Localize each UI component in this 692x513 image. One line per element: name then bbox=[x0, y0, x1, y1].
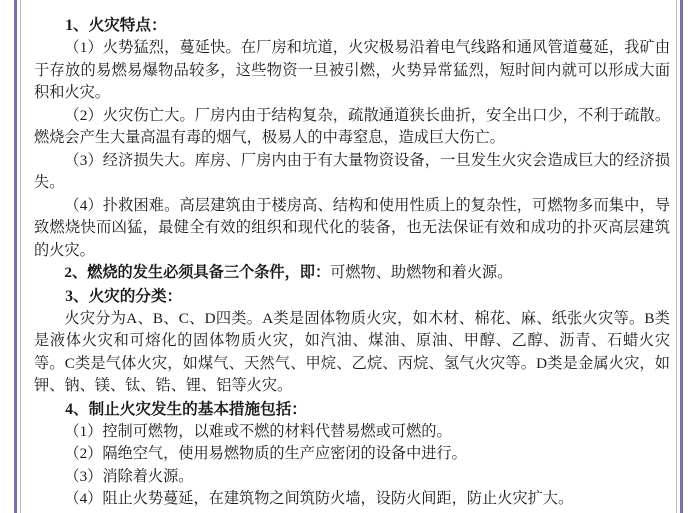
right-border-rule-thin bbox=[676, 0, 677, 513]
left-border-rule-thin bbox=[20, 0, 21, 513]
section-4-paragraph-3: （3）消除着火源。 bbox=[64, 467, 194, 485]
section-1-paragraph-4: （4）扑救困难。高层建筑由于楼房高、结构和使用性质上的复杂性，可燃物多而集中，导致燃烧快而凶猛，最健全有效的组织和现代化的装备，也无法保证有效和成功的扑灭高层建筑的火灾。 bbox=[34, 196, 670, 259]
right-border-rule bbox=[680, 0, 683, 513]
section-4-paragraph-2: （2）隔绝空气，使用易燃物质的生产应密闭的设备中进行。 bbox=[64, 445, 467, 463]
section-heading-2-line bbox=[34, 262, 670, 285]
section-heading-1: 1、火灾特点： bbox=[65, 17, 167, 34]
section-3-paragraph-1: 火灾分为A、B、C、D四类。A类是固体物质火灾，如木材、棉花、麻、纸张火灾等。B类是液体火灾和可熔化的固体物质火灾，如汽油、煤油、原油、甲醇、乙醇、沥青、石蜡火灾等。C类是气体火灾，如煤气、天然气、甲烷、乙烷、丙烷、氢气火灾等。D类是金属火灾，如钾、钠、镁、钛、锆、锂、铝等火灾。 bbox=[34, 309, 670, 395]
section-1-paragraph-2: （2）火灾伤亡大。厂房内由于结构复杂，疏散通道狭长曲折，安全出口少，不利于疏散。燃烧会产生大量高温有毒的烟气，极易人的中毒窒息，造成巨大伤亡。 bbox=[34, 106, 670, 147]
section-1-paragraph-1: （1）火势猛烈，蔓延快。在厂房和坑道，火灾极易沿着电气线路和通风管道蔓延，我矿由于存放的易燃易爆物品较多，这些物资一旦被引燃，火势异常猛烈，短时间内就可以形成大面积和火灾。 bbox=[34, 39, 670, 102]
section-4-paragraph-4: （4）阻止火势蔓延，在建筑物之间筑防火墙，设防火间距，防止火灾扩大。 bbox=[64, 490, 574, 508]
section-1-paragraph-3: （3）经济损失大。库房、厂房内由于有大量物资设备，一旦发生火灾会造成巨大的经济损失。 bbox=[34, 151, 670, 192]
section-heading-2-tail: 可燃物、助燃物和着火源。 bbox=[330, 264, 513, 282]
section-heading-3: 3、火灾的分类： bbox=[65, 287, 183, 305]
document-body bbox=[34, 14, 670, 511]
section-4-paragraph-1: （1）控制可燃物，以难或不燃的材料代替易燃或可燃的。 bbox=[64, 422, 452, 440]
section-heading-4: 4、制止火灾发生的基本措施包括： bbox=[65, 400, 307, 418]
section-heading-2: 2、燃烧的发生必须具备三个条件，即： bbox=[64, 264, 331, 282]
left-border-rule bbox=[14, 0, 17, 513]
